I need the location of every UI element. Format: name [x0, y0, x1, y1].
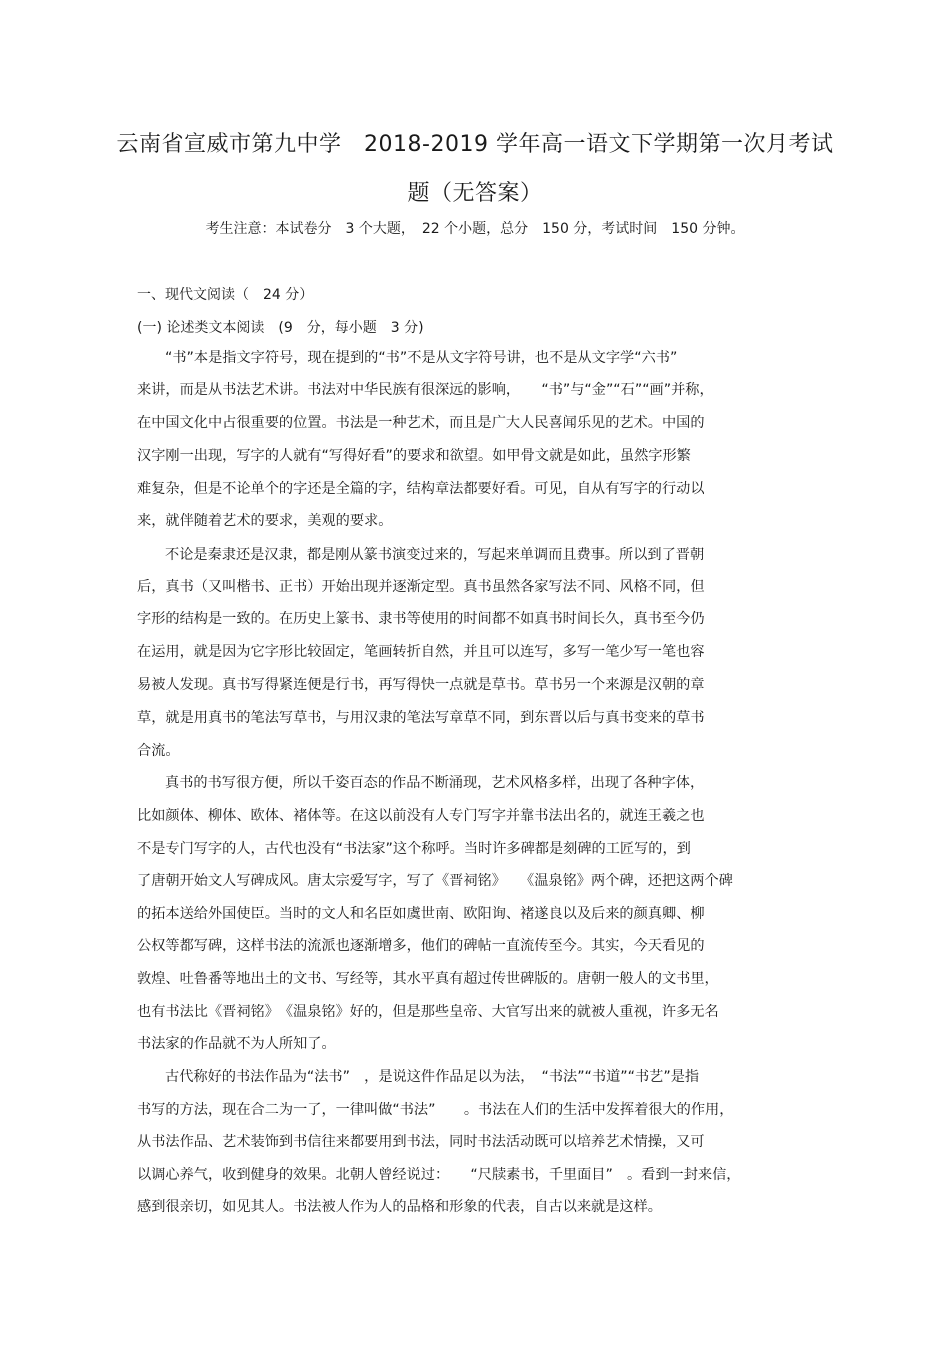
paragraph-line: 难复杂，但是不论单个的字还是全篇的字，结构章法都要好看。可见，自从有写字的行动以 — [137, 481, 705, 497]
exam-notice: 考生注意：本试卷分 3 个大题， 22 个小题，总分 150 分，考试时间 150 分钟。 — [205, 221, 745, 237]
document-title-line-1: 云南省宣威市第九中学 2018-2019 学年高一语文下学期第一次月考试 — [116, 132, 834, 157]
paragraph-line: 了唐朝开始文人写碑成风。唐太宗爱写字，写了《晋祠铭》 《温泉铭》两个碑，还把这两个碑 — [137, 873, 733, 889]
paragraph-line: 的拓本送给外国使臣。当时的文人和名臣如虞世南、欧阳询、褚遂良以及后来的颜真卿、柳 — [137, 906, 705, 922]
paragraph-line: 也有书法比《晋祠铭》 《温泉铭》好的，但是那些皇帝、大官写出来的就被人重视，许多无名 — [137, 1004, 719, 1020]
paragraph-line: 字形的结构是一致的。在历史上篆书、隶书等使用的时间都不如真书时间长久，真书至今仍 — [137, 611, 705, 627]
paragraph-line: 来，就伴随着艺术的要求，美观的要求。 — [137, 513, 393, 529]
paragraph-line: 易被人发现。真书写得紧连便是行书，再写得快一点就是草书。草书另一个来源是汉朝的章 — [137, 677, 705, 693]
paragraph-line: 来讲，而是从书法艺术讲。书法对中华民族有很深远的影响， “书”与“金”“石”“画”并称， — [137, 382, 714, 398]
paragraph-line: “书”本是指文字符号，现在提到的“书”不是从文字符号讲，也不是从文字学“六书” — [165, 350, 678, 366]
paragraph-line: 敦煌、吐鲁番等地出土的文书、写经等，其水平真有超过传世碑版的。唐朝一般人的文书里， — [137, 971, 719, 987]
paragraph-line: 在中国文化中占很重要的位置。书法是一种艺术，而且是广大人民喜闻乐见的艺术。中国的 — [137, 415, 705, 431]
paragraph-line: 书写的方法，现在合二为一了，一律叫做“书法” 。书法在人们的生活中发挥着很大的作用， — [137, 1102, 734, 1118]
paragraph-line: 公权等都写碑，这样书法的流派也逐渐增多，他们的碑帖一直流传至今。其实，今天看见的 — [137, 938, 705, 954]
paragraph-line: 古代称好的书法作品为“法书” ，是说这件作品足以为法， “书法”“书道”“书艺”是指 — [165, 1069, 700, 1085]
paragraph-line: 书法家的作品就不为人所知了。 — [137, 1036, 336, 1052]
paragraph-line: 真书的书写很方便，所以千姿百态的作品不断涌现，艺术风格多样，出现了各种字体， — [165, 775, 705, 791]
paragraph-line: 不论是秦隶还是汉隶，都是刚从篆书演变过来的，写起来单调而且费事。所以到了晋朝 — [165, 547, 705, 563]
paragraph-line: 比如颜体、柳体、欧体、褚体等。在这以前没有人专门写字并靠书法出名的，就连王羲之也 — [137, 808, 705, 824]
paragraph-line: 汉字刚一出现，写字的人就有“写得好看”的要求和欲望。如甲骨文就是如此，虽然字形繁 — [137, 448, 691, 464]
document-title-line-2: 题（无答案） — [407, 181, 543, 206]
paragraph-line: 不是专门写字的人，古代也没有“书法家”这个称呼。当时许多碑都是刻碑的工匠写的，到 — [137, 841, 691, 857]
paragraph-line: 感到很亲切，如见其人。书法被人作为人的品格和形象的代表，自古以来就是这样。 — [137, 1199, 662, 1215]
subsection-heading: (一) 论述类文本阅读 (9 分，每小题 3 分) — [137, 320, 424, 336]
paragraph-line: 以调心养气，收到健身的效果。北朝人曾经说过： “尺牍素书，千里面目” 。看到一封来信， — [137, 1167, 741, 1183]
paragraph-line: 后，真书（又叫楷书、正书）开始出现并逐渐定型。真书虽然各家写法不同、风格不同，但 — [137, 579, 705, 595]
paragraph-line: 合流。 — [137, 743, 180, 759]
section-heading: 一、现代文阅读（ 24 分） — [137, 287, 314, 303]
paragraph-line: 在运用，就是因为它字形比较固定，笔画转折自然，并且可以连写，多写一笔少写一笔也容 — [137, 644, 705, 660]
paragraph-line: 从书法作品、艺术装饰到书信往来都要用到书法，同时书法活动既可以培养艺术情操，又可 — [137, 1134, 705, 1150]
paragraph-line: 草，就是用真书的笔法写草书，与用汉隶的笔法写章草不同，到东晋以后与真书变来的草书 — [137, 710, 705, 726]
